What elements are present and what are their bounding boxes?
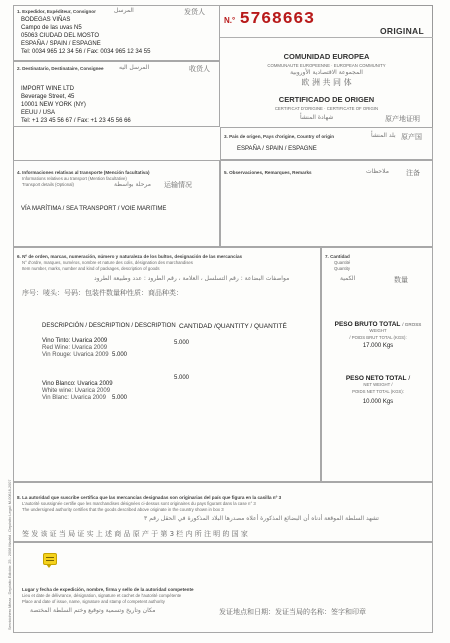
item-2-qty-side: 5.000 <box>112 395 128 401</box>
box-8-line3: The undersigned authority certifies that the goods described above originate in the country shown in box 3 <box>22 507 224 512</box>
gross-weight-suffix: / GROSS <box>402 322 422 327</box>
certificate-title: CERTIFICADO DE ORIGEN <box>278 95 375 104</box>
box-1-arabic: المرسل <box>114 7 134 14</box>
box-7-arabic: الكمية <box>340 275 356 282</box>
box-4-transport <box>13 160 220 247</box>
box-4-chinese: 运输情况 <box>164 181 192 189</box>
box-9-line3: Place and date of issue, name, signature and stamp of competent authority <box>22 599 165 604</box>
gross-weight-line2: WEIGHT <box>369 328 387 334</box>
box-5-arabic: ملاحظات <box>366 168 389 175</box>
box-4-arabic: مرحلة بواسطة <box>114 181 151 188</box>
box-8-line2: L'autorité soussignée certifie que les marchandises désignées ci-dessus sont originaires du pays figurant dans la case n° 3 <box>22 501 256 506</box>
country-of-origin-value: ESPAÑA / SPAIN / ESPAGNE <box>237 146 317 152</box>
gross-weight-block <box>322 321 434 350</box>
net-weight-title: PESO NETO TOTAL <box>345 375 407 382</box>
item-2-qty: 5.000 <box>174 375 190 381</box>
box-3-arabic: بلد المنشأ <box>371 132 396 139</box>
box-3-country-of-origin <box>220 127 433 160</box>
consignee-street: Beverage Street, 45 <box>21 94 75 100</box>
box-1-label: 1. Expedidor, Expéditeur, Consignor <box>17 9 96 14</box>
certificate-chinese: 原产地证明 <box>385 115 420 123</box>
box-2-chinese: 收货人 <box>189 65 210 73</box>
comment-note-icon[interactable] <box>43 553 57 565</box>
net-weight-line2: NET WEIGHT / <box>363 382 393 388</box>
gross-weight-value: 17.000 Kgs <box>362 342 394 349</box>
box-6-arabic: مواصفات البضاعة : رقم التسلسل ، العلامة ، رقم الطرود : عدد وطبيعة الطرود <box>94 275 290 282</box>
consignee-phone: Tel: +1 23 45 56 67 / Fax: +1 23 45 56 66 <box>21 118 131 124</box>
box-2-arabic: المرسل اليه <box>119 64 150 71</box>
net-weight-value: 10.000 Kgs <box>362 398 394 405</box>
box-7-chinese: 数量 <box>394 276 408 284</box>
item-1-line-1: Vino Tinto: Uvarica 2009 <box>42 338 108 344</box>
item-1-line-3: Vin Rouge: Uvarica 2009 <box>42 352 109 358</box>
box-6-goods-description <box>13 247 321 482</box>
box-2-consignee <box>13 61 220 127</box>
community-arabic: المجموعة الاقتصادية الأوروبية <box>290 69 363 77</box>
consignor-street: Campo de las uvas N5 <box>21 25 82 31</box>
box-6-line3: Item number, marks, number and kind of packages, description of goods <box>22 266 160 271</box>
serial-number: 5768663 <box>239 10 315 29</box>
community-subtitle: COMMUNAUTE EUROPEENNE · EUROPEAN COMMUNITY <box>267 63 386 68</box>
box-4-line2: Informations relatives au transport (Mention facultative) <box>22 176 127 181</box>
header-divider <box>220 37 433 38</box>
box-8-label: 8. La autoridad que suscribe certifica que las mercancías designadas son originarias del país que figura en la casilla nº 3 <box>17 495 282 500</box>
side-imprint <box>1 420 11 635</box>
box-6-line2: N° d'ordre, marques, numéros, nombre et nature des colis, désignation des marchandises <box>22 260 193 265</box>
gross-weight-title: PESO BRUTO TOTAL <box>334 321 401 328</box>
consignee-name: IMPORT WINE LTD <box>21 86 75 92</box>
box-2-label: 2. Destinatario, Destinataire, Consignee <box>17 66 104 71</box>
consignee-city: 10001 NEW YORK (NY) <box>21 102 86 108</box>
original-label: ORIGINAL <box>380 26 424 36</box>
box-8-chinese: 签 发 该 证 当 局 证 实 上 述 商 品 原 产 于 第 3 栏 内 所 注 明 的 国 家 <box>22 530 248 538</box>
certificate-subtitle: CERTIFICAT D'ORIGINE · CERTIFICATE OF ORIGIN <box>274 106 379 111</box>
gross-weight-title-line <box>322 321 434 328</box>
transport-value: VÍA MARÍTIMA / SEA TRANSPORT / VOIE MARITIME <box>21 206 167 212</box>
box-5-remarks <box>220 160 433 247</box>
box-3-chinese: 原产国 <box>401 133 422 141</box>
consignor-name: BODEGAS VIÑAS <box>21 17 71 23</box>
box-9-chinese: 发证地点和日期：发证当局的名称：签字和印章 <box>219 608 366 616</box>
net-weight-title-line <box>322 375 434 382</box>
box-7-quantity <box>321 247 433 482</box>
box-9-issue-place <box>13 542 433 633</box>
item-2-line-2: White wine: Uvarica 2009 <box>42 388 111 394</box>
box-9-line2: Lieu et date de délivrance, désignation, signature et cachet de l'autorité compétente <box>22 593 182 598</box>
certificate-arabic: شهادة المنشأ <box>300 114 334 121</box>
box-4-line3: Transport details (Optional) <box>22 182 74 187</box>
box-8-certification <box>13 482 433 542</box>
community-title: COMUNIDAD EUROPEA <box>283 52 370 61</box>
box-7-line3: Quantity <box>334 266 351 271</box>
consignor-country: ESPAÑA / SPAIN / ESPAGNE <box>21 41 101 47</box>
net-weight-line3: POIDS NET TOTAL (KGS): <box>352 389 404 395</box>
box-6-label: 6. Nº de orden, marcas, numeración, número y naturaleza de los bultos, designación de las mercancías <box>17 254 243 259</box>
item-2-line-3: Vin Blanc: Uvarica 2009 <box>42 395 106 401</box>
gross-weight-line3: / POIDS BRUT TOTAL (KGS): <box>349 335 407 341</box>
community-chinese: 欧 洲 共 同 体 <box>301 78 352 88</box>
certificate-block <box>220 95 433 123</box>
item-1-qty: 5.000 <box>174 340 190 346</box>
box-5-label: 5. Observaciones, Remarques, Remarks <box>224 170 312 175</box>
serial-prefix: N.° <box>224 16 236 25</box>
net-weight-block <box>322 375 434 406</box>
box-7-line2: Quantité <box>334 260 351 265</box>
serial-block <box>224 10 315 29</box>
box-9-label: Lugar y fecha de expedición, nombre, firma y sello de la autoridad competente <box>22 587 194 592</box>
item-1-line-2: Red Wine: Uvarica 2009 <box>42 345 108 351</box>
item-2-line-1: Vino Blanco: Uvarica 2009 <box>42 381 113 387</box>
box-4-label: 4. Informaciones relativas al transporte (Mención facultativa) <box>17 170 150 175</box>
consignor-city: 05063 CIUDAD DEL MOSTO <box>21 33 100 39</box>
side-imprint-text: Serviciohero Mieza - Depósito Edición: 25 - 2008 Madrid - Depósito Legal: M-00818-2007 <box>8 479 12 630</box>
box-1-chinese: 发货人 <box>184 8 205 16</box>
goods-desc-header: DESCRIPCIÓN / DESCRIPTION / DESCRIPTION <box>42 323 176 329</box>
community-block <box>220 52 433 88</box>
goods-qty-header: CANTIDAD /QUANTITY / QUANTITÉ <box>179 323 287 330</box>
box-9-arabic: مكان وتاريخ وتسمية وتوقيع وختم السلطة المختصة <box>30 607 156 614</box>
net-weight-suffix: / <box>408 375 411 382</box>
box-5-chinese: 注备 <box>406 169 420 177</box>
box-6-chinese: 序号：唛头：号码：包装件数量种性质：商品种类： <box>22 289 183 297</box>
consignee-country: EEUU / USA <box>21 110 56 116</box>
box-7-label: 7. Cantidad <box>325 254 350 259</box>
box-1-consignor <box>13 5 220 61</box>
consignor-phone: Tel: 0034 965 12 34 56 / Fax: 0034 965 12 34 55 <box>21 49 151 55</box>
box-3-label: 3. País de origen, Pays d'origine, Country of origin <box>224 134 335 139</box>
box-8-arabic: تشهد السلطة الموقعة أدناه أن البضائع المذكورة أعلاه مصدرها البلاد المذكورة في الحقل رقم ٣ <box>144 515 379 522</box>
item-1-qty-side: 5.000 <box>112 352 128 358</box>
